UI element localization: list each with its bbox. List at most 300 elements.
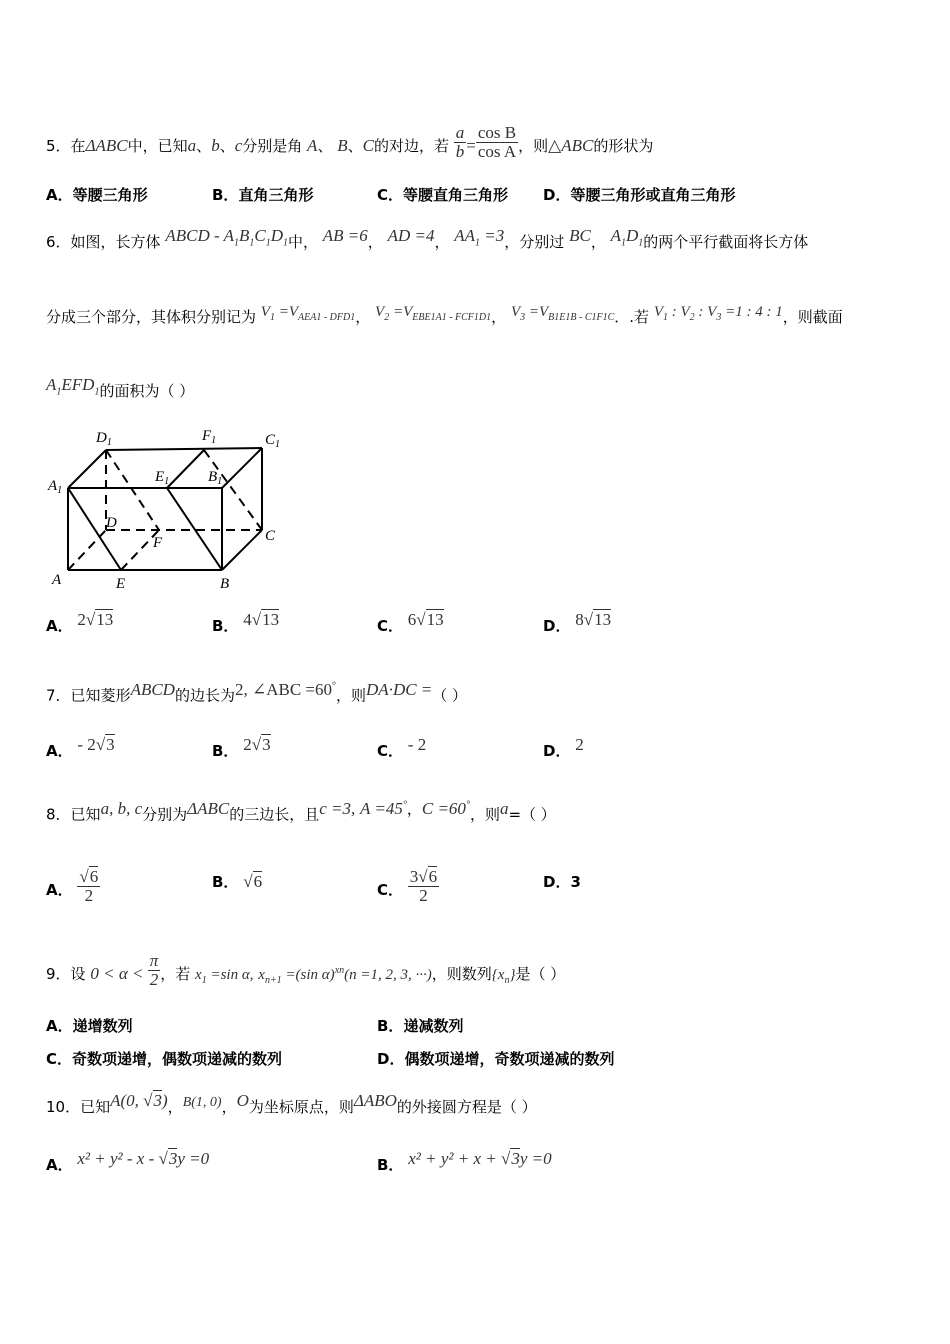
text: 、	[196, 137, 212, 155]
text: 的边长为	[174, 686, 235, 705]
math-a45	[360, 799, 407, 818]
text: 为坐标原点，则	[248, 1098, 354, 1116]
subscript: 1	[621, 237, 626, 249]
math-xn1	[258, 965, 432, 986]
label-c: C	[265, 528, 276, 544]
text: （ ）	[432, 686, 468, 705]
q5-option-b[interactable]	[212, 185, 313, 205]
option-label: B．	[377, 1017, 404, 1035]
math: A(0,	[110, 1091, 144, 1110]
option-label: B．	[377, 1156, 404, 1174]
subscript-text: 1	[486, 312, 492, 323]
text: 的形状为	[593, 137, 654, 155]
sqrt: √13	[85, 610, 114, 629]
math: y =0	[519, 1149, 552, 1168]
label-sub: 1	[217, 476, 223, 487]
denominator: 2	[419, 886, 428, 905]
option-text: 2	[243, 735, 252, 754]
math: y =0	[177, 1149, 210, 1168]
math: 0 < α <	[90, 964, 148, 983]
text: 分别是角	[242, 137, 303, 155]
q6-option-b[interactable]	[212, 610, 280, 636]
q9-option-c[interactable]	[46, 1049, 282, 1069]
q5-option-d[interactable]	[543, 185, 735, 205]
edge-b1-c1	[222, 448, 262, 488]
text: ，则数列	[431, 965, 492, 983]
question-6-line-3	[46, 375, 195, 408]
label-text: F	[202, 428, 212, 444]
subscript-text: A	[435, 312, 442, 323]
radicand: 3	[106, 735, 115, 754]
sqrt: √3	[95, 735, 115, 754]
text: ，则截面	[782, 308, 843, 326]
math: x² + y² - x -	[77, 1149, 159, 1168]
math: : V	[694, 304, 717, 320]
sqrt: √13	[583, 610, 612, 629]
fraction-cos	[476, 124, 518, 161]
option-label: D．	[377, 1050, 405, 1068]
subscript-text: B	[548, 312, 555, 323]
option-label: C．	[377, 186, 404, 204]
cuboid-figure	[46, 420, 296, 595]
edge-d1-c1	[106, 448, 262, 450]
question-9	[46, 951, 566, 993]
math: =1 : 4 : 1	[721, 304, 783, 320]
math: ΔABO	[353, 1091, 397, 1110]
math: : V	[668, 304, 690, 320]
subscript-text: - DFD	[321, 312, 351, 323]
option-text: - 2	[407, 735, 427, 754]
subscript: 1	[56, 386, 62, 398]
subscript: 1	[282, 237, 288, 249]
option-text: 等腰三角形	[72, 186, 148, 204]
subscript-text: D	[478, 312, 487, 323]
subscript-text: F	[596, 312, 603, 323]
question-number: 5．	[46, 137, 71, 155]
subscript-text: 1	[602, 312, 608, 323]
label-d1	[95, 430, 112, 448]
math-aa1	[454, 226, 505, 249]
q8-option-a[interactable]	[46, 867, 100, 909]
edge-e1-f1	[167, 450, 204, 488]
radicand: 13	[426, 610, 444, 629]
label-sub: 1	[211, 435, 217, 446]
radicand: 6	[428, 867, 438, 886]
edge-a1-d1	[68, 450, 106, 488]
question-10	[46, 1091, 537, 1119]
radicand: 3	[511, 1149, 520, 1168]
subscript: 1	[201, 975, 207, 986]
text: ，	[406, 799, 422, 818]
math-a1d1	[610, 226, 644, 249]
question-5	[46, 123, 654, 165]
label-c1	[265, 432, 280, 450]
question-number: 10．	[46, 1098, 81, 1116]
q9-option-b[interactable]	[377, 1016, 463, 1036]
label-sub: 1	[106, 437, 112, 448]
label-text: E	[155, 469, 165, 485]
text: 的外接圆方程是（ ）	[396, 1098, 537, 1116]
question-number: 8．	[46, 805, 71, 824]
option-coef: 2	[77, 610, 86, 629]
math: =sin α,	[206, 967, 254, 983]
math: =	[466, 136, 476, 155]
text: 中，	[287, 233, 318, 251]
math: DA·DC =	[366, 679, 433, 699]
math-seq	[491, 967, 516, 986]
q6-option-a[interactable]	[46, 610, 114, 636]
math: )	[162, 1091, 168, 1110]
subscript: 1	[265, 237, 271, 249]
math: ΔABC	[85, 136, 128, 155]
degree: °	[465, 799, 470, 810]
text: ．.若	[614, 308, 650, 326]
math-v2	[375, 304, 492, 323]
subscript: n	[504, 975, 510, 986]
option-label: A．	[46, 186, 73, 204]
option-text: 偶数项递增，奇数项递减的数列	[404, 1050, 615, 1068]
label-a1	[47, 478, 62, 496]
math-c60	[422, 799, 470, 818]
q8-option-d[interactable]	[543, 872, 581, 892]
label-b1	[208, 469, 222, 487]
subscript-text: - FCF	[446, 312, 474, 323]
option-label: D．	[543, 873, 571, 891]
edge-a-d	[68, 530, 106, 570]
option-coef: 4	[243, 610, 252, 629]
option-text: - 2	[77, 735, 96, 754]
label-f: F	[153, 535, 163, 551]
text: ，	[355, 308, 371, 326]
subscript-text: EBE	[412, 312, 431, 323]
subscript-text: 1	[473, 312, 479, 323]
q9-option-a[interactable]	[46, 1016, 133, 1036]
math: A =45	[360, 798, 403, 818]
option-text: 直角三角形	[238, 186, 314, 204]
text: 设	[70, 965, 86, 983]
subscript: 2	[689, 312, 695, 323]
edge-b-c	[222, 530, 262, 570]
text: ，	[491, 308, 507, 326]
math: 2, ∠ABC =60	[234, 679, 333, 699]
math: A	[307, 136, 318, 155]
option-label: A．	[46, 617, 73, 635]
option-label: A．	[46, 1156, 73, 1174]
numerator: a	[455, 123, 465, 142]
option-label: B．	[212, 617, 239, 635]
q7-option-a[interactable]	[46, 735, 115, 761]
text: ，	[167, 1098, 183, 1116]
subscript-text: 1	[565, 312, 571, 323]
math: =V	[525, 304, 549, 320]
text: 是（ ）	[515, 965, 566, 983]
subscript-text: 1	[591, 312, 597, 323]
question-number: 6．	[46, 233, 71, 251]
math: c	[234, 136, 243, 155]
subscript: 1	[663, 312, 668, 323]
q8-option-b[interactable]	[212, 872, 262, 892]
math: V	[375, 304, 385, 320]
option-label: A．	[46, 1017, 73, 1035]
subscript: 1	[638, 237, 644, 249]
math: x	[258, 967, 265, 983]
math: B	[238, 226, 250, 245]
label-sub: 1	[164, 476, 170, 487]
coef: 3	[409, 867, 419, 886]
label-sub: 1	[275, 439, 281, 450]
math: }	[509, 967, 516, 983]
option-label: A．	[46, 742, 73, 760]
fraction-a-over-b	[454, 124, 467, 161]
radicand: 3	[168, 1149, 178, 1168]
text: ，	[434, 233, 450, 251]
subscript: 1	[475, 237, 481, 249]
math: a	[187, 136, 197, 155]
subscript-text: B - C	[570, 312, 592, 323]
math: V	[653, 304, 663, 320]
text: 如图，长方体	[70, 233, 161, 251]
option-math: x² + y² - x - √3y =0	[77, 1149, 210, 1168]
sqrt: √6	[243, 872, 263, 891]
question-number: 9．	[46, 965, 71, 983]
numerator: π	[149, 951, 159, 970]
text: ，	[590, 233, 606, 251]
label-b: B	[220, 576, 230, 592]
text: 分别为	[142, 805, 188, 824]
subscript-text: E	[559, 312, 566, 323]
label-text: B	[208, 469, 218, 485]
math: C	[254, 226, 266, 245]
label-e1	[154, 469, 169, 487]
question-number: 7．	[46, 686, 71, 705]
math-ratio	[653, 304, 783, 323]
math: C	[362, 136, 374, 155]
denominator: cos A	[477, 142, 517, 161]
math: D	[626, 226, 639, 245]
edge-f1-c	[204, 450, 262, 530]
q8-option-c[interactable]	[377, 867, 439, 909]
subscript-text: 1	[430, 312, 436, 323]
radicand: 13	[96, 610, 114, 629]
subscript: 1	[94, 386, 100, 398]
math: AB =6	[322, 226, 368, 245]
numerator: 3√6	[409, 867, 438, 886]
option-label: B．	[212, 873, 239, 891]
label-a: A	[52, 572, 62, 588]
text: 已知菱形	[70, 686, 131, 705]
subscript	[298, 312, 355, 323]
math: D	[270, 226, 283, 245]
subscript	[548, 312, 614, 323]
text: 在	[70, 137, 86, 155]
q7-option-c[interactable]	[377, 735, 427, 761]
math: ABCD	[130, 679, 175, 699]
option-label: D．	[543, 186, 571, 204]
q6-option-c[interactable]	[377, 610, 444, 636]
text: ，	[221, 1098, 237, 1116]
subscript	[412, 312, 491, 323]
subscript: 1	[269, 312, 275, 323]
math: B	[337, 136, 348, 155]
subscript-text: 1	[316, 312, 322, 323]
radicand: 3	[262, 735, 271, 754]
text: ，分别过	[504, 233, 565, 251]
sup-text: x	[334, 965, 340, 976]
option-coef: 8	[575, 610, 584, 629]
option-text: 3	[570, 873, 581, 891]
math: x	[195, 967, 202, 983]
sqrt: √13	[251, 610, 280, 629]
option-label: C．	[377, 617, 404, 635]
math: =(sin α)	[281, 967, 335, 983]
text: 中，已知	[127, 137, 188, 155]
option-label: B．	[212, 742, 239, 760]
option-text: 等腰三角形或直角三角形	[570, 186, 736, 204]
math-v3	[510, 304, 615, 323]
text: ，若	[160, 965, 191, 983]
subscript: 1	[249, 237, 255, 249]
question-6-line-2	[46, 304, 843, 334]
option-math: x² + y² + x + √3y =0	[408, 1149, 552, 1168]
option-text: 递增数列	[72, 1017, 133, 1035]
text: =（ ）	[508, 805, 556, 824]
math: c =3,	[319, 798, 356, 818]
subscript: 2	[384, 312, 390, 323]
q7-option-d[interactable]	[543, 735, 584, 761]
q9-option-d[interactable]	[377, 1049, 614, 1069]
math: AD =4	[387, 226, 435, 245]
text: ，	[367, 233, 383, 251]
subscript: 3	[716, 312, 722, 323]
text: ，则	[518, 137, 549, 155]
math-box	[165, 226, 288, 249]
math-side	[235, 680, 336, 699]
math: C =60	[421, 798, 466, 818]
fraction	[408, 868, 439, 905]
subscript-text: AEA	[298, 312, 317, 323]
math-x1	[195, 967, 254, 986]
sqrt: √3	[251, 735, 271, 754]
option-label: B．	[212, 186, 239, 204]
math-section	[46, 375, 100, 398]
superscript	[335, 965, 344, 976]
question-6-line-1	[46, 226, 809, 259]
math: x² + y² + x +	[408, 1149, 501, 1168]
label-sub: 1	[57, 485, 63, 496]
label-f1	[201, 428, 216, 446]
option-label: C．	[46, 1050, 73, 1068]
text: 已知	[70, 805, 101, 824]
q10-option-b[interactable]	[377, 1149, 552, 1175]
denominator: b	[455, 142, 465, 161]
option-coef: 6	[407, 610, 417, 629]
subscript-text: 1	[350, 312, 356, 323]
math: {x	[491, 967, 505, 983]
option-label: D．	[543, 742, 571, 760]
subscript-text: 1	[441, 312, 447, 323]
option-label: A．	[46, 881, 73, 899]
math: =V	[389, 304, 413, 320]
text: 的两个平行截面将长方体	[643, 233, 809, 251]
math: EFD	[61, 375, 95, 394]
sqrt: √13	[416, 610, 444, 629]
math: V	[260, 304, 270, 320]
math: A	[46, 375, 57, 394]
q10-option-a[interactable]	[46, 1149, 210, 1175]
label-d: D	[106, 515, 117, 531]
subscript-text: 1	[554, 312, 560, 323]
text: 已知	[80, 1098, 111, 1116]
math: AA	[454, 226, 476, 245]
text: ，则	[336, 686, 367, 705]
q5-option-a[interactable]	[46, 185, 148, 205]
numerator: √6	[79, 867, 99, 886]
math: a, b, c	[100, 798, 143, 818]
subscript: 3	[520, 312, 526, 323]
radicand: 13	[594, 610, 612, 629]
text: ，则	[469, 805, 500, 824]
denominator: 2	[149, 970, 159, 989]
q6-option-d[interactable]	[543, 610, 612, 636]
text: 、	[317, 137, 333, 155]
math: a	[499, 798, 509, 818]
text: 、	[347, 137, 363, 155]
text: 、	[219, 137, 235, 155]
question-8	[46, 798, 556, 825]
radicand: 3	[153, 1091, 162, 1110]
option-text: 递减数列	[403, 1017, 464, 1035]
subscript: 1	[233, 237, 239, 249]
question-7	[46, 679, 468, 706]
fraction-pi-2	[148, 952, 161, 989]
option-label: C．	[377, 881, 404, 899]
text: 分成三个部分，其体积分别记为	[46, 308, 257, 326]
label-e: E	[116, 576, 126, 592]
math: ΔABC	[187, 798, 230, 818]
denominator: 2	[84, 886, 94, 905]
option-text: 2	[575, 735, 584, 754]
radicand: 13	[262, 610, 280, 629]
label-text: A	[48, 478, 58, 494]
q7-option-b[interactable]	[212, 735, 271, 761]
radicand: 6	[89, 867, 99, 886]
q5-option-c[interactable]	[377, 185, 508, 205]
option-label: D．	[543, 617, 571, 635]
subscript: n+1	[264, 975, 282, 986]
sup-text: n	[339, 965, 345, 976]
text: 的面积为（ ）	[99, 382, 195, 400]
math: ABCD - A	[165, 226, 234, 245]
label-text: C	[265, 432, 276, 448]
math: B(1, 0)	[182, 1095, 222, 1110]
math-v1	[260, 304, 356, 323]
label-text: D	[96, 430, 107, 446]
degree: °	[332, 680, 337, 691]
text: 的对边，若	[373, 137, 449, 155]
numerator: cos B	[477, 123, 517, 142]
math: △ABC	[548, 136, 594, 155]
text: 的三边长，且	[229, 805, 320, 824]
math: V	[510, 304, 521, 320]
degree: °	[402, 799, 407, 810]
math-a: A(0, √3)	[110, 1091, 168, 1110]
radicand: 6	[253, 872, 263, 891]
math: O	[236, 1091, 249, 1110]
subscript-text: C	[607, 312, 615, 323]
math: =3	[480, 226, 505, 245]
math: A	[610, 226, 621, 245]
math: b	[211, 136, 220, 155]
